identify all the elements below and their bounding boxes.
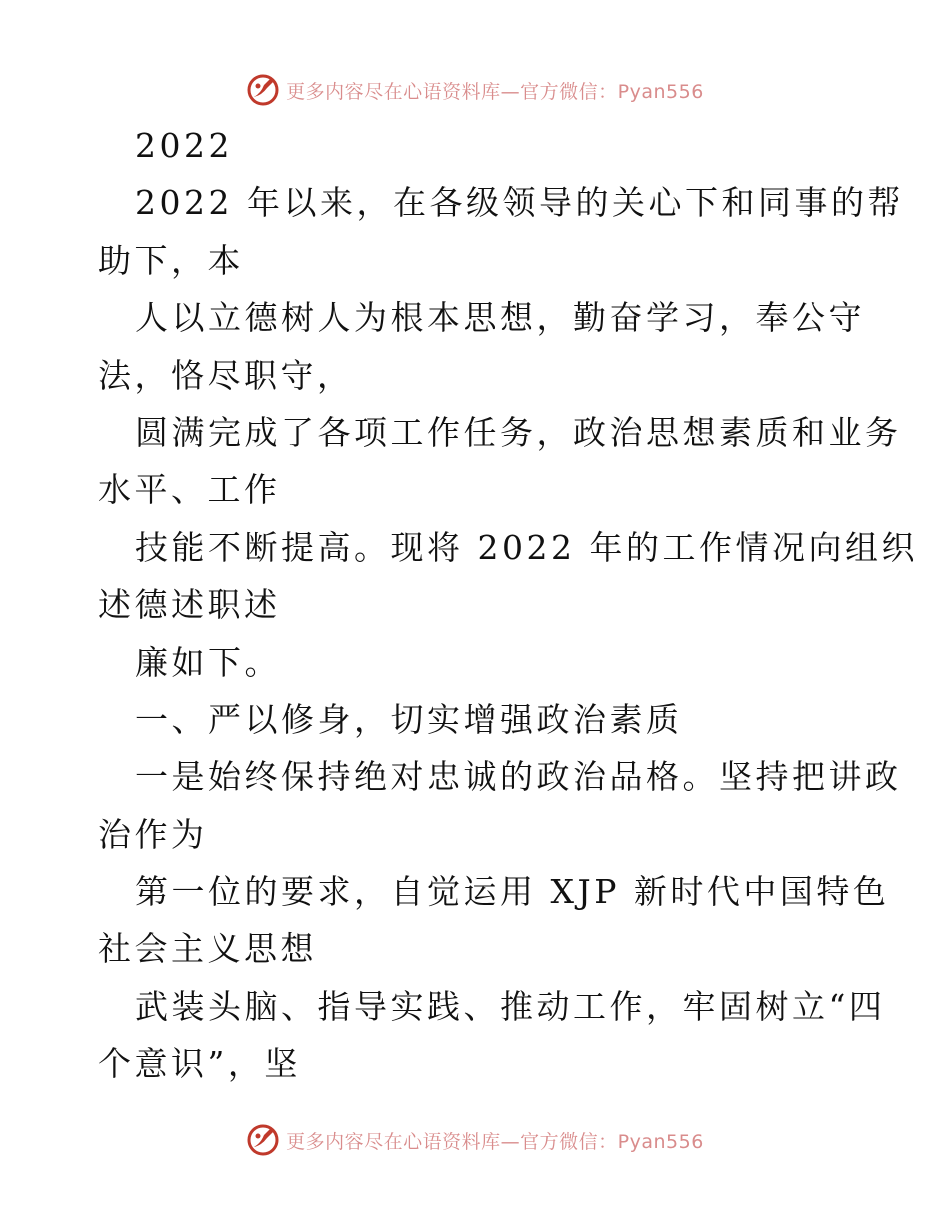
- text-line: 社会主义思想: [98, 929, 317, 969]
- text-line: 2022: [135, 126, 233, 165]
- footer-watermark: [0, 1120, 950, 1160]
- text-line: 2022 年以来，在各级领导的关心下和同事的帮: [135, 183, 904, 223]
- watermark-text: 更多内容尽在心语资料库—官方微信：Pyan556: [286, 80, 704, 103]
- text-line: 法，恪尽职守，: [98, 355, 354, 395]
- header-watermark: [0, 70, 950, 110]
- text-line: 技能不断提高。现将 2022 年的工作情况向组织: [135, 527, 918, 567]
- brush-logo-icon: [246, 1123, 280, 1157]
- text-line: 圆满完成了各项工作任务，政治思想素质和业务: [135, 412, 902, 452]
- watermark-text: 更多内容尽在心语资料库—官方微信：Pyan556: [286, 1130, 704, 1153]
- text-line: 人以立德树人为根本思想，勤奋学习，奉公守: [135, 298, 865, 338]
- text-line: 个意识”，坚: [98, 1044, 301, 1084]
- text-line: 廉如下。: [135, 642, 281, 682]
- text-line: 水平、工作: [98, 470, 281, 510]
- text-line: 助下，本: [98, 240, 244, 280]
- text-line: 第一位的要求，自觉运用 XJP 新时代中国特色: [135, 872, 890, 912]
- text-line: 一、严以修身，切实增强政治素质: [135, 699, 683, 739]
- document-body: [98, 117, 918, 1093]
- text-line: 一是始终保持绝对忠诚的政治品格。坚持把讲政: [135, 757, 902, 797]
- brush-logo-icon: [246, 73, 280, 107]
- text-line: 武装头脑、指导实践、推动工作，牢固树立“四: [135, 986, 886, 1026]
- text-line: 治作为: [98, 814, 208, 854]
- text-line: 述德述职述: [98, 585, 281, 625]
